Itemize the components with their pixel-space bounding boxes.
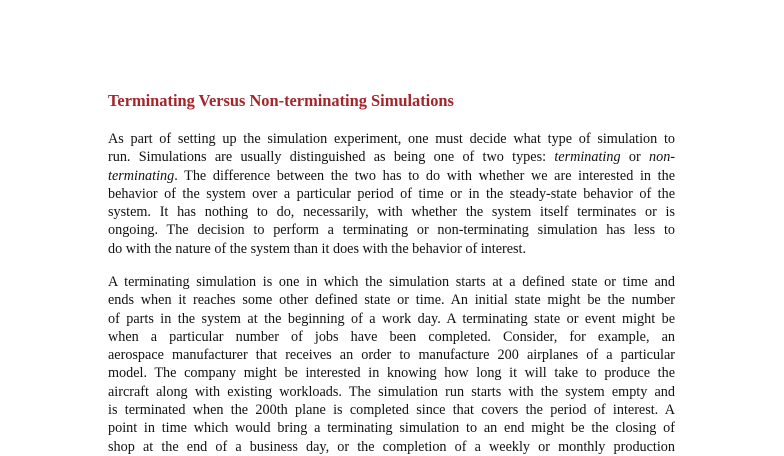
term-non-terminating-part-2: terminating	[108, 167, 175, 184]
paragraph-2-line-6: model. The company might be interested in knowing how long it will take to produce the	[108, 365, 675, 382]
paragraph-1-line-1: As part of setting up the simulation experiment, one must decide what type of simulation to	[108, 131, 675, 147]
section-heading: Terminating Versus Non-terminating Simulations	[108, 91, 454, 110]
paragraph-1-line-4: behavior of the system over a particular period of time or in the steady-state behavior of the	[108, 185, 675, 202]
paragraph-1-line-6: ongoing. The decision to perform a terminating or non-terminating simulation has less to	[108, 222, 675, 239]
paragraph-terminating-simulation-definition	[108, 273, 675, 456]
paragraph-2-line-7: aircraft along with existing workloads. The simulation run starts with the system empty and	[108, 383, 675, 400]
paragraph-2-line-9: point in time which would bring a terminating simulation to an end might be the closing of	[108, 420, 675, 437]
paragraph-1-line-5: system. It has nothing to do, necessarily, with whether the system itself terminates or is	[108, 204, 675, 221]
term-terminating: terminating	[554, 149, 621, 166]
paragraph-2-line-10: shop at the end of a business day, or the completion of a weekly or monthly production	[108, 438, 675, 455]
paragraph-2-line-1: A terminating simulation is one in which the simulation starts at a defined state or time and	[108, 274, 675, 290]
paragraph-2-line-2: ends when it reaches some other defined state or time. An initial state might be the number	[108, 292, 675, 309]
paragraph-2-line-4: when a particular number of jobs have been completed. Consider, for example, an	[108, 328, 675, 345]
paragraph-2-line-5: aerospace manufacturer that receives an order to manufacture 200 airplanes of a particular	[108, 347, 675, 364]
term-non-terminating-part-1: non-	[649, 149, 676, 166]
paragraph-1-line-2-or: or	[628, 149, 641, 166]
paragraph-terminating-vs-non-terminating	[108, 130, 675, 258]
paragraph-1-line-7: do with the nature of the system than it does with the behavior of interest.	[108, 240, 527, 257]
paragraph-1-line-2	[108, 148, 675, 166]
paragraph-2-line-8: is terminated when the 200th plane is completed since that covers the period of interest. A	[108, 402, 675, 419]
paragraph-2-line-3: of parts in the system at the beginning of a work day. A terminating state or event might be	[108, 310, 675, 327]
paragraph-1-line-2-text: run. Simulations are usually distinguished as being one of two types:	[108, 149, 547, 166]
paragraph-1-line-3	[108, 167, 675, 185]
paragraph-1-line-3-text: . The difference between the two has to do with whether we are interested in the	[174, 167, 675, 184]
